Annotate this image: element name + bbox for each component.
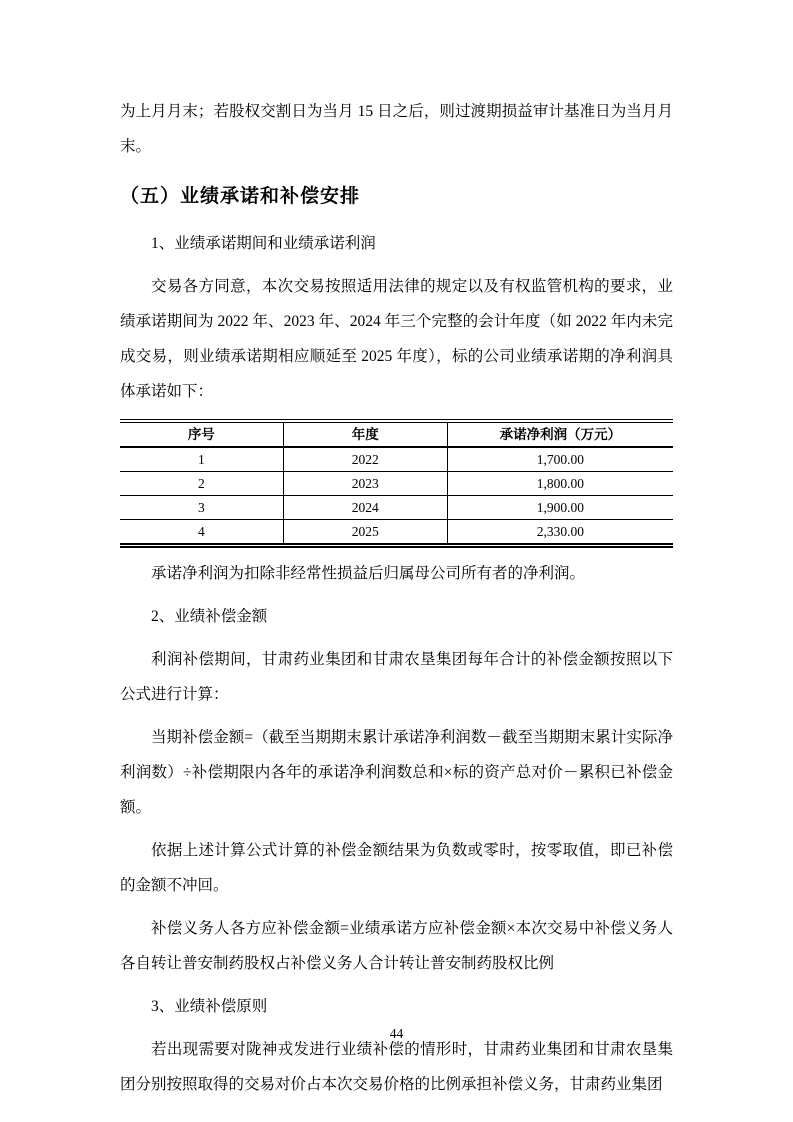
section-heading: （五）业绩承诺和补偿安排 [120, 186, 361, 207]
profit-commitment-table [120, 419, 673, 548]
cell-profit: 2,330.00 [447, 520, 673, 546]
zero-rule-paragraph: 依据上述计算公式计算的补偿金额结果为负数或零时，按零取值，即已补偿的金额不冲回。 [120, 842, 673, 894]
continued-paragraph: 为上月月末；若股权交割日为当月 15 日之后，则过渡期损益审计基准日为当月月末。 [120, 103, 673, 155]
cell-year: 2024 [283, 496, 447, 520]
cell-profit: 1,700.00 [447, 447, 673, 472]
cell-year: 2023 [283, 472, 447, 496]
table-row [120, 447, 673, 472]
subsection-1-title: 1、业绩承诺期间和业绩承诺利润 [151, 235, 376, 252]
cell-index: 1 [120, 447, 283, 472]
table-row [120, 472, 673, 496]
cell-index: 2 [120, 472, 283, 496]
table-header-profit: 承诺净利润（万元） [447, 421, 673, 447]
table-header-row [120, 421, 673, 447]
each-party-paragraph: 补偿义务人各方应补偿金额=业绩承诺方应补偿金额×本次交易中补偿义务人各自转让普安制药股权占补偿义务人合计转让普安制药股权比例 [120, 920, 673, 972]
table-row [120, 496, 673, 520]
cell-index: 4 [197, 523, 205, 539]
compensation-period-paragraph: 利润补偿期间，甘肃药业集团和甘肃农垦集团每年合计的补偿金额按照以下公式进行计算： [120, 651, 673, 703]
principle-paragraph: 若出现需要对陇神戎发进行业绩补偿的情形时，甘肃药业集团和甘肃农垦集团分别按照取得的交易对价占本次交易价格的比例承担补偿义务，甘肃药业集团 [120, 1041, 673, 1093]
cell-year: 2022 [283, 447, 447, 472]
table-row [120, 520, 673, 546]
subsection-2-title: 2、业绩补偿金额 [151, 608, 268, 625]
subsection-3-title: 3、业绩补偿原则 [151, 998, 268, 1015]
cell-index: 3 [120, 496, 283, 520]
page-number: 44 [389, 1026, 404, 1041]
table-header-index: 序号 [120, 421, 283, 447]
cell-profit: 1,900.00 [447, 496, 673, 520]
agreement-paragraph: 交易各方同意，本次交易按照适用法律的规定以及有权监管机构的要求，业绩承诺期间为 2022 年、2023 年、2024 年三个完整的会计年度（如 2022 年内未完成交易，则业绩承诺期相应顺延至 2025 年度），标的公司业绩承诺期的净利润具体承诺如下： [120, 278, 673, 400]
cell-profit: 1,800.00 [447, 472, 673, 496]
table-header-year: 年度 [283, 421, 447, 447]
cell-year: 2025 [283, 520, 447, 546]
formula-paragraph: 当期补偿金额=（截至当期期末累计承诺净利润数－截至当期期末累计实际净利润数）÷补偿期限内各年的承诺净利润数总和×标的资产总对价－累积已补偿金额。 [120, 729, 673, 816]
note-paragraph: 承诺净利润为扣除非经常性损益后归属母公司所有者的净利润。 [151, 565, 586, 582]
